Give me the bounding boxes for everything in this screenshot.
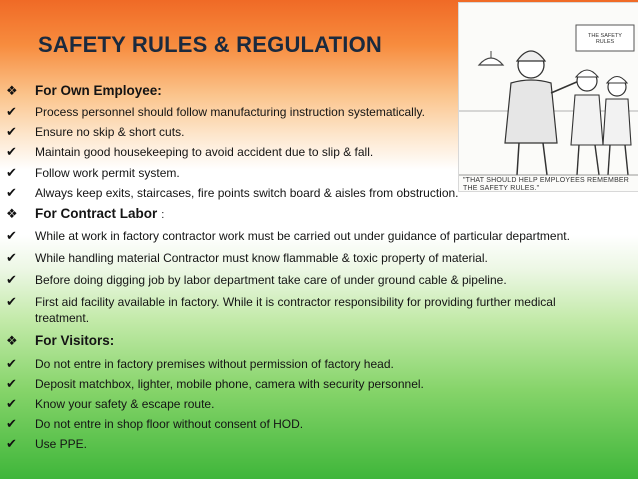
- checkmark-icon: ✔: [6, 144, 17, 159]
- checkmark-icon: ✔: [6, 436, 17, 451]
- list-item: [6, 376, 638, 392]
- list-item: [6, 228, 638, 244]
- list-item-text: Use PPE.: [35, 437, 88, 451]
- checkmark-icon: ✔: [6, 104, 17, 119]
- checkmark-icon: ✔: [6, 165, 17, 180]
- list-item: [6, 396, 638, 412]
- list-item: [6, 250, 638, 266]
- list-item-text: Before doing digging job by labor department take care of under ground cable & pipeline.: [35, 273, 507, 287]
- list-item: [6, 165, 638, 181]
- list-item: [6, 294, 638, 326]
- list-item-text: Know your safety & escape route.: [35, 397, 215, 411]
- section-heading-visitors: [6, 332, 638, 350]
- list-item: [6, 124, 638, 140]
- list-item: [6, 416, 638, 432]
- diamond-bullet-icon: ❖: [6, 206, 18, 221]
- list-item-text: Process personnel should follow manufacturing instruction systematically.: [35, 105, 425, 119]
- checkmark-icon: ✔: [6, 250, 17, 265]
- checkmark-icon: ✔: [6, 185, 17, 200]
- list-item-text: Ensure no skip & short cuts.: [35, 125, 185, 139]
- list-item-text: Do not entre in factory premises without permission of factory head.: [35, 357, 394, 371]
- cartoon-caption: "THAT SHOULD HELP EMPLOYEES REMEMBER THE SAFETY RULES.": [463, 177, 630, 192]
- list-item-text: While handling material Contractor must know flammable & toxic property of material.: [35, 251, 488, 265]
- list-item: [6, 436, 638, 452]
- list-item: [6, 272, 638, 288]
- checkmark-icon: ✔: [6, 272, 17, 287]
- list-item: [6, 185, 638, 201]
- diamond-bullet-icon: ❖: [6, 83, 18, 98]
- list-item: [6, 356, 638, 372]
- section-heading-colon: :: [161, 209, 165, 221]
- checkmark-icon: ✔: [6, 396, 17, 411]
- section-heading-text: For Visitors:: [35, 333, 115, 348]
- slide-title: SAFETY RULES & REGULATION: [38, 32, 382, 57]
- cartoon-sign-text: THE SAFETY RULES: [588, 33, 622, 45]
- list-item-text: Maintain good housekeeping to avoid accident due to slip & fall.: [35, 145, 374, 159]
- diamond-bullet-icon: ❖: [6, 333, 18, 348]
- checkmark-icon: ✔: [6, 376, 17, 391]
- section-heading-contract-labor: [6, 205, 638, 224]
- checkmark-icon: ✔: [6, 124, 17, 139]
- checkmark-icon: ✔: [6, 294, 17, 309]
- list-item-text: First aid facility available in factory. While it is contractor responsibility for providing further medical treatment.: [35, 295, 556, 325]
- list-item-text: Deposit matchbox, lighter, mobile phone, camera with security personnel.: [35, 377, 424, 391]
- list-item: [6, 144, 638, 160]
- section-heading-own-employee: [6, 82, 638, 100]
- section-heading-text: For Own Employee:: [35, 83, 162, 98]
- list-item-text: Always keep exits, staircases, fire points switch board & aisles from obstruction.: [35, 186, 459, 200]
- section-heading-label: For Contract Labor: [35, 206, 158, 221]
- list-item-text: Do not entre in shop floor without consent of HOD.: [35, 417, 304, 431]
- checkmark-icon: ✔: [6, 356, 17, 371]
- list-item-text: Follow work permit system.: [35, 166, 180, 180]
- checkmark-icon: ✔: [6, 228, 17, 243]
- checkmark-icon: ✔: [6, 416, 17, 431]
- section-heading-text: [35, 205, 164, 224]
- list-item-text: While at work in factory contractor work must be carried out under guidance of particular department.: [35, 229, 570, 243]
- list-item: [6, 104, 638, 120]
